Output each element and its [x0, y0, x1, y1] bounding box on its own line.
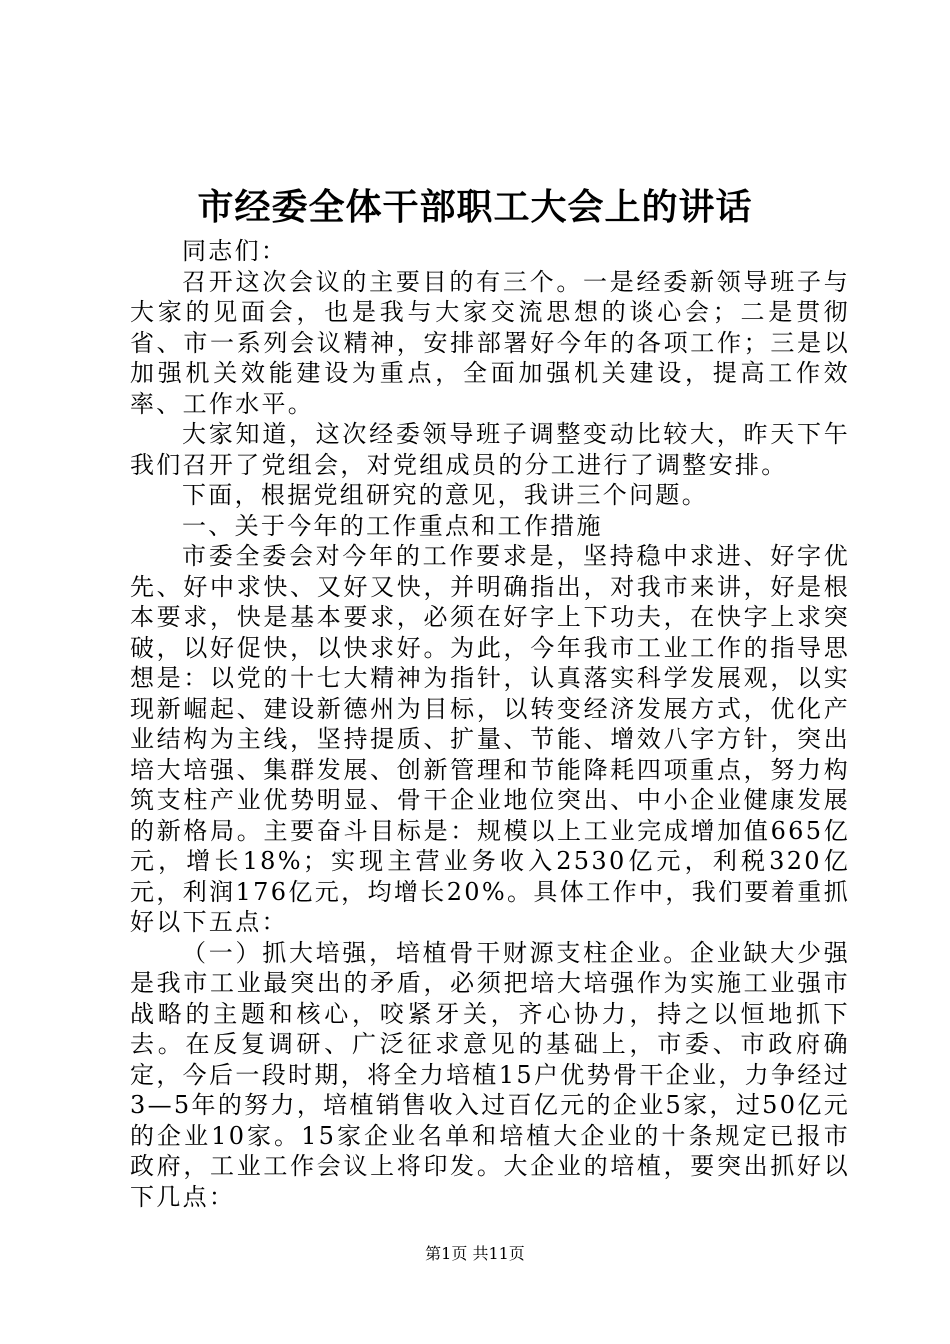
body-paragraph: 召开这次会议的主要目的有三个。一是经委新领导班子与大家的见面会，也是我与大家交流思想的谈心会；二是贯彻省、市一系列会议精神，安排部署好今年的各项工作；三是以加强机关效能建设为重点，全面加强机关建设，提高工作效率、工作水平。	[130, 267, 850, 418]
salutation-paragraph: 同志们：	[182, 237, 288, 265]
body-paragraph: 市委全委会对今年的工作要求是，坚持稳中求进、好字优先、好中求快、又好又快，并明确指出，对我市来讲，好是根本要求，快是基本要求，必须在好字上下功夫，在快字上求突破，以好促快，以快求好。为此，今年我市工业工作的指导思想是：以党的十七大精神为指针，认真落实科学发展观，以实现新崛起、建设新德州为目标，以转变经济发展方式，优化产业结构为主线，坚持提质、扩量、节能、增效八字方针，突出培大培强、集群发展、创新管理和节能降耗四项重点，努力构筑支柱产业优势明显、骨干企业地位突出、中小企业健康发展的新格局。主要奋斗目标是：规模以上工业完成增加值665亿元，增长18%；实现主营业务收入2530亿元，利税320亿元，利润176亿元，均增长20%。具体工作中，我们要着重抓好以下五点：	[130, 542, 850, 936]
section-heading: 一、关于今年的工作重点和工作措施	[182, 511, 603, 540]
document-body	[130, 236, 850, 1212]
document-title: 市经委全体干部职工大会上的讲话	[197, 186, 753, 228]
page-number-footer: 第1页 共11页	[425, 1244, 525, 1263]
body-paragraph: 下面，根据党组研究的意见，我讲三个问题。	[182, 481, 708, 509]
body-paragraph: 大家知道，这次经委领导班子调整变动比较大，昨天下午我们召开了党组会，对党组成员的分工进行了调整安排。	[130, 420, 850, 479]
body-paragraph: （一）抓大培强，培植骨干财源支柱企业。企业缺大少强是我市工业最突出的矛盾，必须把培大培强作为实施工业强市战略的主题和核心，咬紧牙关，齐心协力，持之以恒地抓下去。在反复调研、广泛征求意见的基础上，市委、市政府确定，今后一段时期，将全力培植15户优势骨干企业，力争经过3—5年的努力，培植销售收入过百亿元的企业5家，过50亿元的企业10家。15家企业名单和培植大企业的十条规定已报市政府，工业工作会议上将印发。大企业的培植，要突出抓好以下几点：	[130, 938, 850, 1211]
